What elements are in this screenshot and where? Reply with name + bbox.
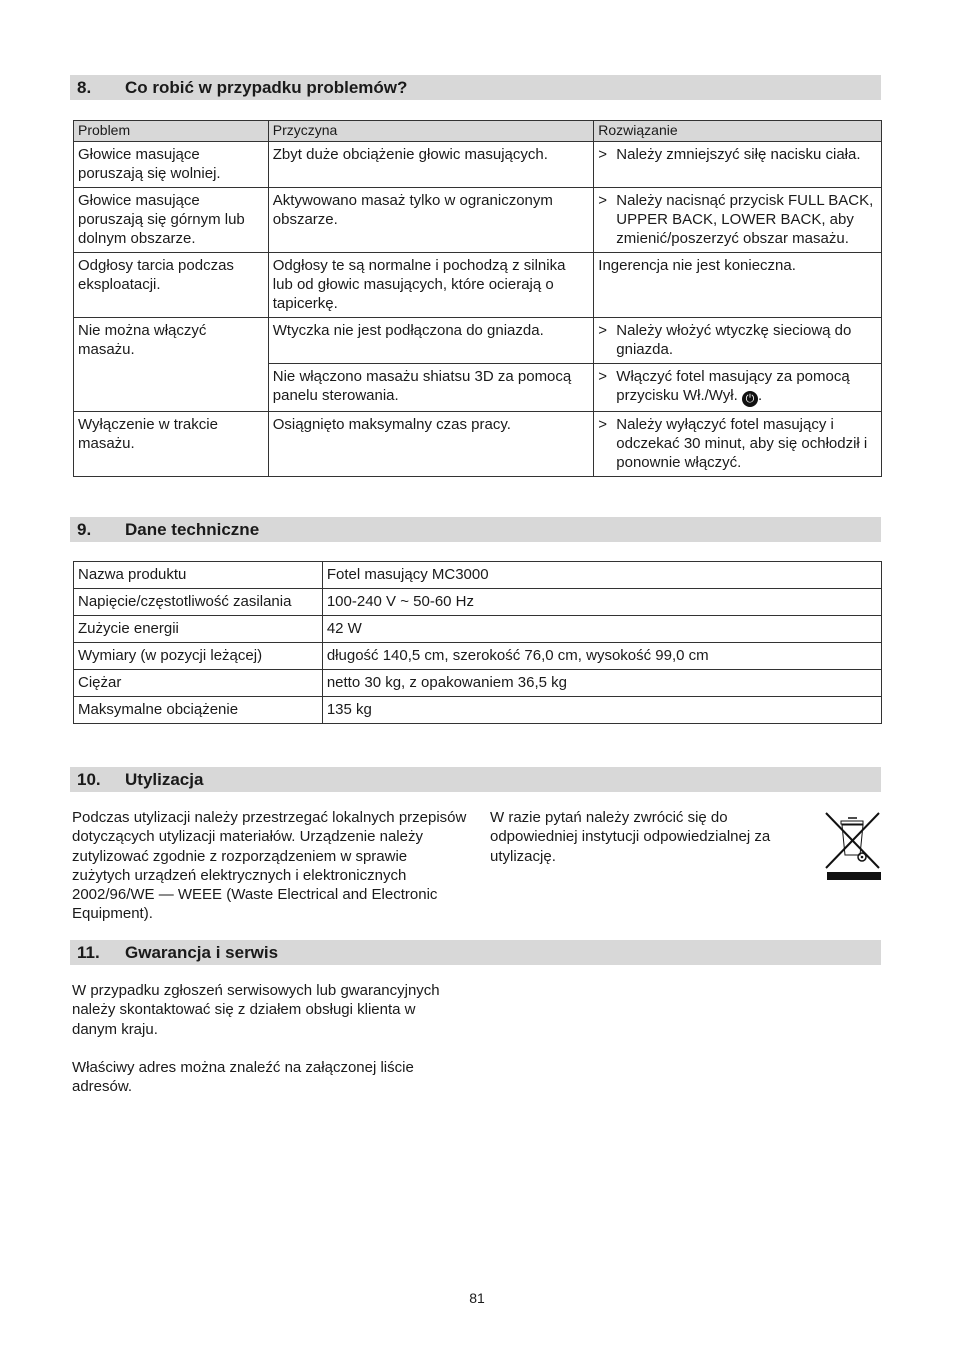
page-number: 81 <box>469 1290 485 1306</box>
section-number: 9. <box>77 520 92 539</box>
section-title: Dane techniczne <box>125 520 260 539</box>
arrow-marker: > <box>598 146 608 163</box>
table-row <box>74 142 882 188</box>
section-title: Utylizacja <box>125 770 204 789</box>
arrow-marker: > <box>598 322 608 339</box>
table-row <box>74 253 882 318</box>
spec-value: netto 30 kg, z opakowaniem 36,5 kg <box>322 670 881 697</box>
table-row <box>74 670 882 697</box>
spec-label: Wymiary (w pozycji leżącej) <box>74 643 323 670</box>
crossed-out-bin-icon <box>824 811 881 881</box>
spec-label: Maksymalne obciążenie <box>74 697 323 724</box>
section-number: 8. <box>77 78 92 97</box>
solution-cell <box>594 188 882 253</box>
section-8-header <box>70 75 881 100</box>
section-title: Gwarancja i serwis <box>125 943 279 962</box>
table-row <box>74 412 882 477</box>
solution-cell: Ingerencja nie jest konieczna. <box>594 253 882 318</box>
solution-cell <box>594 364 882 412</box>
column-header-solution: Rozwiązanie <box>594 121 882 142</box>
cause-cell: Zbyt duże obciążenie głowic masujących. <box>268 142 594 188</box>
warranty-paragraph-2: Właściwy adres można znaleźć na załączonej liście adresów. <box>72 1059 414 1096</box>
problem-cell: Wyłączenie w trakcie masażu. <box>74 412 269 477</box>
spec-label: Ciężar <box>74 670 323 697</box>
section-number: 10. <box>77 770 101 789</box>
table-row <box>74 616 882 643</box>
solution-text: Należy włożyć wtyczkę sieciową do gniazda. <box>616 322 852 358</box>
cause-cell: Odgłosy te są normalne i pochodzą z silnika lub od głowic masujących, które ocierają o tapicerkę. <box>268 253 594 318</box>
spec-value: 100-240 V ~ 50-60 Hz <box>322 589 881 616</box>
warranty-paragraph-1: W przypadku zgłoszeń serwisowych lub gwarancyjnych należy skontaktować się z działem obsługi klienta w danym kraju. <box>72 982 440 1038</box>
spec-value: 42 W <box>322 616 881 643</box>
cause-cell: Aktywowano masaż tylko w ograniczonym obszarze. <box>268 188 594 253</box>
column-header-problem: Problem <box>74 121 269 142</box>
cause-cell: Wtyczka nie jest podłączona do gniazda. <box>268 318 594 364</box>
section-9-header <box>70 517 881 542</box>
solution-cell <box>594 318 882 364</box>
section-number: 11. <box>77 943 100 962</box>
spec-value: Fotel masujący MC3000 <box>322 562 881 589</box>
solution-text: Należy nacisnąć przycisk FULL BACK, UPPER BACK, LOWER BACK, aby zmienić/poszerzyć obszar masażu. <box>616 192 874 247</box>
solution-cell <box>594 412 882 477</box>
problem-cell: Głowice masujące poruszają się górnym lub dolnym obszarze. <box>74 188 269 253</box>
table-row <box>74 562 882 589</box>
solution-cell <box>594 142 882 188</box>
section-11-header <box>70 940 881 965</box>
arrow-marker: > <box>598 192 608 209</box>
spec-label: Zużycie energii <box>74 616 323 643</box>
table-row <box>74 318 882 364</box>
problem-cell: Nie można włączyć masażu. <box>74 318 269 412</box>
disposal-text-left: Podczas utylizacji należy przestrzegać lokalnych przepisów dotyczących utylizacji materiałów. Urządzenie należy zutylizować zgodnie z rozporządzeniem w sprawie zużytych urządzeń elektrycznych i elektronicznych 2002/96/WE — WEEE (Waste Electrical and Electronic Equipment). <box>72 809 467 923</box>
disposal-text-right: W razie pytań należy zwrócić się do odpowiedniej instytucji odpowiedzialnej za utylizację. <box>490 809 771 865</box>
problem-cell: Odgłosy tarcia podczas eksploatacji. <box>74 253 269 318</box>
section-title: Co robić w przypadku problemów? <box>125 78 408 97</box>
solution-text: Należy wyłączyć fotel masujący i odczekać 30 minut, aby się ochłodził i ponownie włączyć. <box>616 416 868 471</box>
table-row <box>74 643 882 670</box>
cause-cell: Nie włączono masażu shiatsu 3D za pomocą panelu sterowania. <box>268 364 594 412</box>
spec-value: długość 140,5 cm, szerokość 76,0 cm, wysokość 99,0 cm <box>322 643 881 670</box>
solution-text: Włączyć fotel masujący za pomocą przycisku Wł./Wył. <box>616 368 850 404</box>
spec-label: Napięcie/częstotliwość zasilania <box>74 589 323 616</box>
technical-data-table <box>73 561 882 724</box>
solution-suffix: . <box>757 387 763 404</box>
arrow-marker: > <box>598 416 608 433</box>
spec-label: Nazwa produktu <box>74 562 323 589</box>
table-row <box>74 589 882 616</box>
solution-text: Należy zmniejszyć siłę nacisku ciała. <box>616 146 861 163</box>
power-icon: ⏻ <box>742 391 758 407</box>
cause-cell: Osiągnięto maksymalny czas pracy. <box>268 412 594 477</box>
troubleshooting-table <box>73 120 882 477</box>
spec-value: 135 kg <box>322 697 881 724</box>
table-row <box>74 697 882 724</box>
problem-cell: Głowice masujące poruszają się wolniej. <box>74 142 269 188</box>
section-10-header <box>70 767 881 792</box>
column-header-cause: Przyczyna <box>268 121 594 142</box>
solution-text-wrap <box>616 367 877 407</box>
table-row <box>74 188 882 253</box>
arrow-marker: > <box>598 368 608 385</box>
table-header-row <box>74 121 882 142</box>
